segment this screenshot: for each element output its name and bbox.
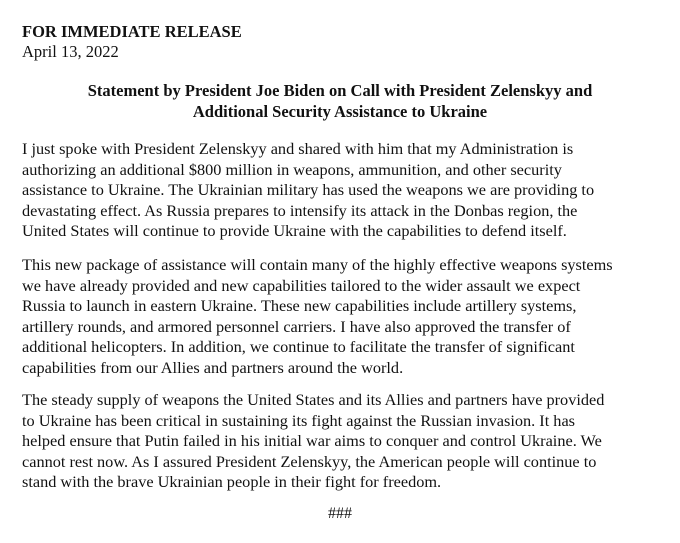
release-label: FOR IMMEDIATE RELEASE — [22, 22, 242, 41]
paragraph-line: additional helicopters. In addition, we continue to facilitate the transfer of significant — [22, 337, 575, 357]
paragraph-line: authorizing an additional $800 million in weapons, ammunition, and other security — [22, 159, 562, 179]
paragraph-line: we have already provided and new capabilities tailored to the wider assault we expect — [22, 275, 581, 295]
paragraph-line: devastating effect. As Russia prepares to intensify its attack in the Donbas region, the — [22, 200, 578, 220]
paragraph-line: This new package of assistance will contain many of the highly effective weapons systems — [22, 255, 613, 274]
paragraph-line: to Ukraine has been critical in sustaining its fight against the Russian invasion. It has — [22, 410, 576, 430]
paragraph-line: capabilities from our Allies and partners around the world. — [22, 357, 404, 377]
title-line: Additional Security Assistance to Ukraine — [192, 102, 488, 121]
release-date: April 13, 2022 — [22, 42, 119, 61]
paragraph-line: I just spoke with President Zelenskyy and shared with him that my Administration is — [22, 139, 574, 158]
paragraph-line: The steady supply of weapons the United States and its Allies and partners have provided — [22, 390, 605, 409]
statement-title — [20, 80, 660, 122]
end-mark: ### — [328, 505, 352, 522]
paragraph-line: helped ensure that Putin failed in his initial war aims to conquer and control Ukraine. We — [22, 431, 602, 451]
paragraph-line: Russia to launch in eastern Ukraine. These new capabilities include artillery systems, — [22, 296, 577, 316]
body-paragraph-1 — [22, 139, 672, 242]
body-paragraph-3 — [22, 390, 672, 493]
paragraph-line: stand with the brave Ukrainian people in their fight for freedom. — [22, 472, 442, 492]
paragraph-line: cannot rest now. As I assured President Zelenskyy, the American people will continue to — [22, 451, 597, 471]
title-line: Statement by President Joe Biden on Call with President Zelenskyy and — [87, 81, 593, 100]
body-paragraph-2 — [22, 255, 672, 379]
paragraph-line: United States will continue to provide Ukraine with the capabilities to defend itself. — [22, 221, 567, 241]
paragraph-line: artillery rounds, and armored personnel carriers. I have also approved the transfer of — [22, 316, 571, 336]
paragraph-line: assistance to Ukraine. The Ukrainian military has used the weapons we are providing to — [22, 180, 595, 200]
